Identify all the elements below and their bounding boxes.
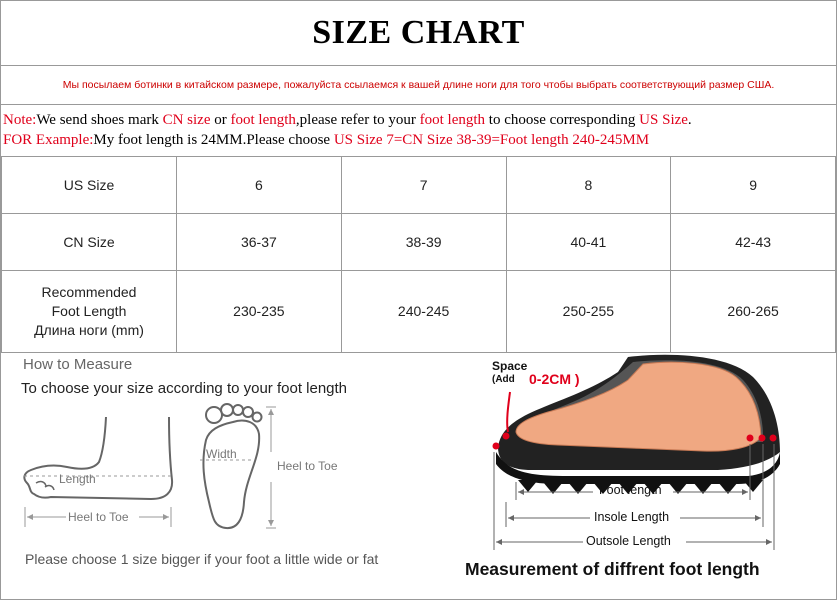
foot-length-label: Foot length bbox=[599, 483, 662, 497]
table-row-us bbox=[2, 157, 836, 214]
example-text: My foot length is 24MM.Please choose bbox=[93, 132, 334, 148]
space-label: Space bbox=[492, 359, 528, 373]
note-text: We send shoes mark bbox=[36, 112, 163, 128]
note-text: . bbox=[687, 112, 692, 128]
note-block bbox=[3, 110, 833, 150]
note-highlight: US Size bbox=[639, 112, 688, 128]
heel-to-toe-bottom-label: Heel to Toe bbox=[68, 510, 129, 524]
table-cell: 260-265 bbox=[671, 271, 836, 353]
row-header-line: Foot Length bbox=[51, 303, 127, 319]
size-table bbox=[1, 156, 836, 353]
how-to-subtitle: To choose your size according to your foot length bbox=[21, 380, 348, 397]
shoe-diagram-caption: Measurement of diffrent foot length bbox=[465, 559, 760, 579]
note-highlight: foot length bbox=[230, 112, 296, 128]
length-label: Length bbox=[59, 472, 96, 486]
note-text: to choose corresponding bbox=[485, 112, 640, 128]
insole-length-label: Insole Length bbox=[594, 510, 670, 524]
note-text: ,please refer to your bbox=[295, 112, 420, 128]
table-cell: 7 bbox=[341, 157, 506, 214]
table-cell: 36-37 bbox=[177, 214, 342, 271]
space-range: 0-2CM ) bbox=[529, 371, 580, 387]
table-cell: 9 bbox=[671, 157, 836, 214]
how-to-title: How to Measure bbox=[23, 356, 133, 373]
example-label: FOR Example: bbox=[3, 132, 94, 148]
row-header-line: Recommended bbox=[41, 284, 137, 300]
note-highlight: foot length bbox=[419, 112, 486, 128]
example-line bbox=[3, 130, 833, 150]
table-cell: 230-235 bbox=[177, 271, 342, 353]
table-row-foot-length bbox=[2, 271, 836, 353]
example-highlight: US Size 7=CN Size 38-39=Foot length 240-245MM bbox=[333, 132, 650, 148]
row-header-line: Длина ноги (mm) bbox=[34, 322, 144, 338]
note-text: or bbox=[210, 112, 231, 128]
russian-notice: Мы посылаем ботинки в китайском размере, пожалуйста ссылаемся к вашей длине ноги для того чтобы выбрать соответствующий размер США. bbox=[1, 66, 836, 105]
how-to-footer: Please choose 1 size bigger if your foot a little wide or fat bbox=[25, 551, 379, 567]
add-label: (Add bbox=[492, 374, 515, 385]
row-header-cn: CN Size bbox=[2, 214, 177, 271]
row-header-us: US Size bbox=[2, 157, 177, 214]
table-cell: 40-41 bbox=[506, 214, 671, 271]
note-highlight: CN size bbox=[162, 112, 211, 128]
shoe-measurement-panel bbox=[418, 352, 836, 598]
width-label: Width bbox=[206, 447, 237, 461]
outsole-length-label: Outsole Length bbox=[586, 534, 671, 548]
note-label: Note: bbox=[3, 112, 37, 128]
table-cell: 250-255 bbox=[506, 271, 671, 353]
table-cell: 42-43 bbox=[671, 214, 836, 271]
how-to-measure-panel bbox=[1, 352, 416, 598]
row-header-foot-length bbox=[2, 271, 177, 353]
table-cell: 8 bbox=[506, 157, 671, 214]
table-row-cn bbox=[2, 214, 836, 271]
table-cell: 240-245 bbox=[341, 271, 506, 353]
heel-to-toe-side-label: Heel to Toe bbox=[277, 459, 338, 473]
table-cell: 6 bbox=[177, 157, 342, 214]
table-cell: 38-39 bbox=[341, 214, 506, 271]
page-title: SIZE CHART bbox=[1, 1, 836, 66]
note-line bbox=[3, 110, 833, 130]
